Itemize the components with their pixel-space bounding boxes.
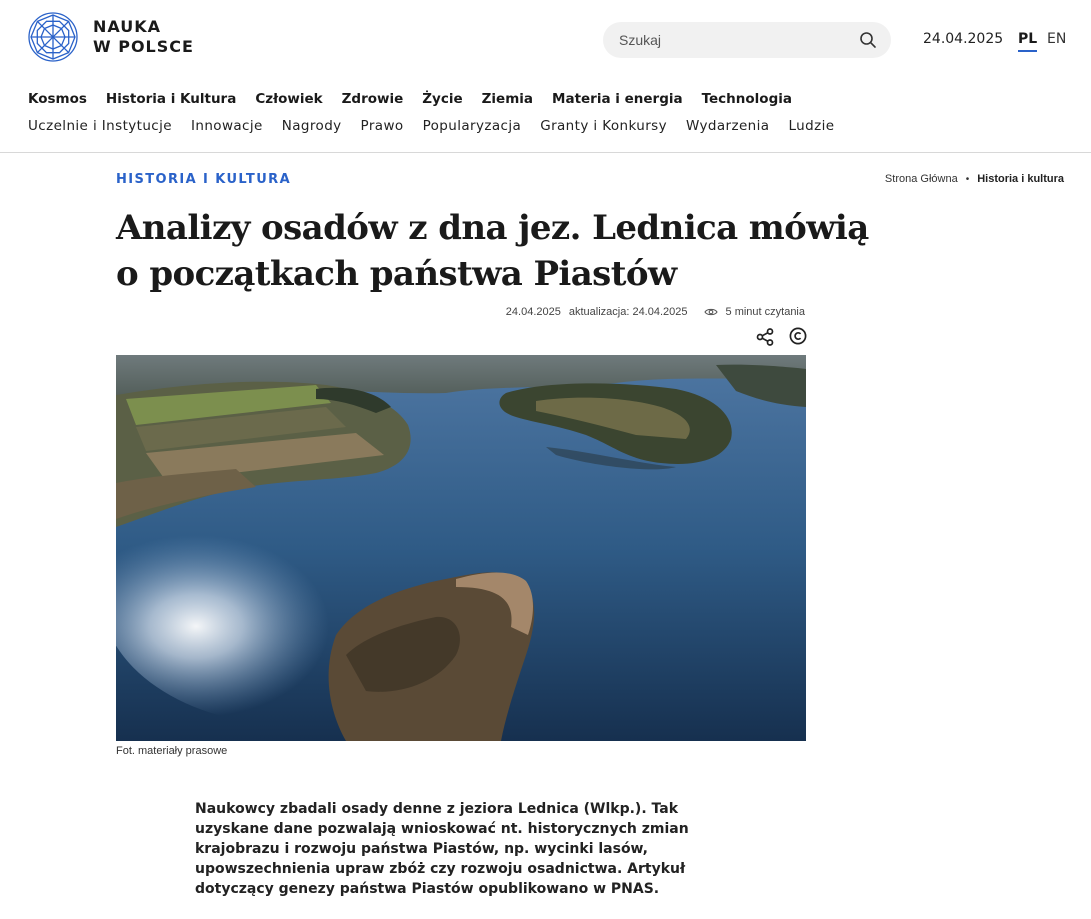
lake-aerial-image — [116, 355, 806, 741]
subnav-item-innowacje[interactable]: Innowacje — [190, 118, 263, 134]
share-icon[interactable] — [755, 327, 775, 347]
subnav-item-ludzie[interactable]: Ludzie — [788, 118, 835, 134]
breadcrumb-current: Historia i kultura — [977, 173, 1064, 185]
search-input[interactable] — [619, 32, 859, 48]
language-en[interactable]: EN — [1047, 31, 1067, 47]
header-divider — [0, 152, 1091, 153]
secondary-navigation — [28, 118, 853, 134]
subnav-item-popularyzacja[interactable]: Popularyzacja — [422, 118, 522, 134]
reading-time: 5 minut czytania — [725, 306, 805, 318]
nav-item-ziemia[interactable]: Ziemia — [481, 91, 534, 107]
nav-item-czlowiek[interactable]: Człowiek — [255, 91, 323, 107]
subnav-item-uczelnie[interactable]: Uczelnie i Instytucje — [28, 118, 172, 134]
update-date: aktualizacja: 24.04.2025 — [568, 306, 688, 318]
search-bar — [603, 22, 891, 58]
article-lead: Naukowcy zbadali osady denne z jeziora Lednica (Wlkp.). Tak uzyskane dane pozwalają wnioskować nt. historycznych zmian krajobrazu i rozwoju państwa Piastów, np. wycinki lasów, upowszechnienia upraw zbóż czy rozwoju osadnictwa. Artykuł dotyczący genezy państwa Piastów opublikowano w PNAS. — [195, 801, 689, 897]
brand-line-1: NAUKA — [93, 17, 162, 36]
nav-item-kosmos[interactable]: Kosmos — [28, 91, 87, 107]
nav-item-historia-i-kultura[interactable]: Historia i Kultura — [105, 91, 237, 107]
breadcrumb-home[interactable]: Strona Główna — [884, 173, 958, 185]
subnav-item-prawo[interactable]: Prawo — [360, 118, 404, 134]
article-category[interactable]: HISTORIA I KULTURA — [116, 172, 292, 187]
article-title: Analizy osadów z dna jez. Lednica mówią o początkach państwa Piastów — [116, 208, 869, 294]
nav-item-zycie[interactable]: Życie — [422, 91, 463, 107]
nav-item-technologia[interactable]: Technologia — [701, 91, 792, 107]
nauka-logo-icon — [27, 11, 79, 63]
brand-name — [93, 17, 194, 57]
main-navigation — [28, 91, 811, 107]
nav-item-materia-i-energia[interactable]: Materia i energia — [552, 91, 683, 107]
copyright-icon[interactable] — [789, 327, 807, 345]
article-photo — [116, 355, 806, 741]
subnav-item-wydarzenia[interactable]: Wydarzenia — [686, 118, 770, 134]
subnav-item-granty[interactable]: Granty i Konkursy — [540, 118, 667, 134]
site-logo[interactable] — [27, 11, 194, 63]
brand-line-2: W POLSCE — [93, 37, 194, 56]
breadcrumb — [885, 173, 1064, 185]
header-date: 24.04.2025 — [923, 31, 1004, 47]
breadcrumb-separator: • — [965, 173, 970, 185]
eye-icon — [704, 305, 718, 319]
publish-date: 24.04.2025 — [505, 306, 561, 318]
photo-caption: Fot. materiały prasowe — [116, 745, 228, 757]
article-meta — [506, 305, 805, 319]
nav-item-zdrowie[interactable]: Zdrowie — [341, 91, 404, 107]
language-pl[interactable]: PL — [1018, 31, 1037, 52]
search-icon[interactable] — [859, 31, 877, 49]
subnav-item-nagrody[interactable]: Nagrody — [281, 118, 342, 134]
